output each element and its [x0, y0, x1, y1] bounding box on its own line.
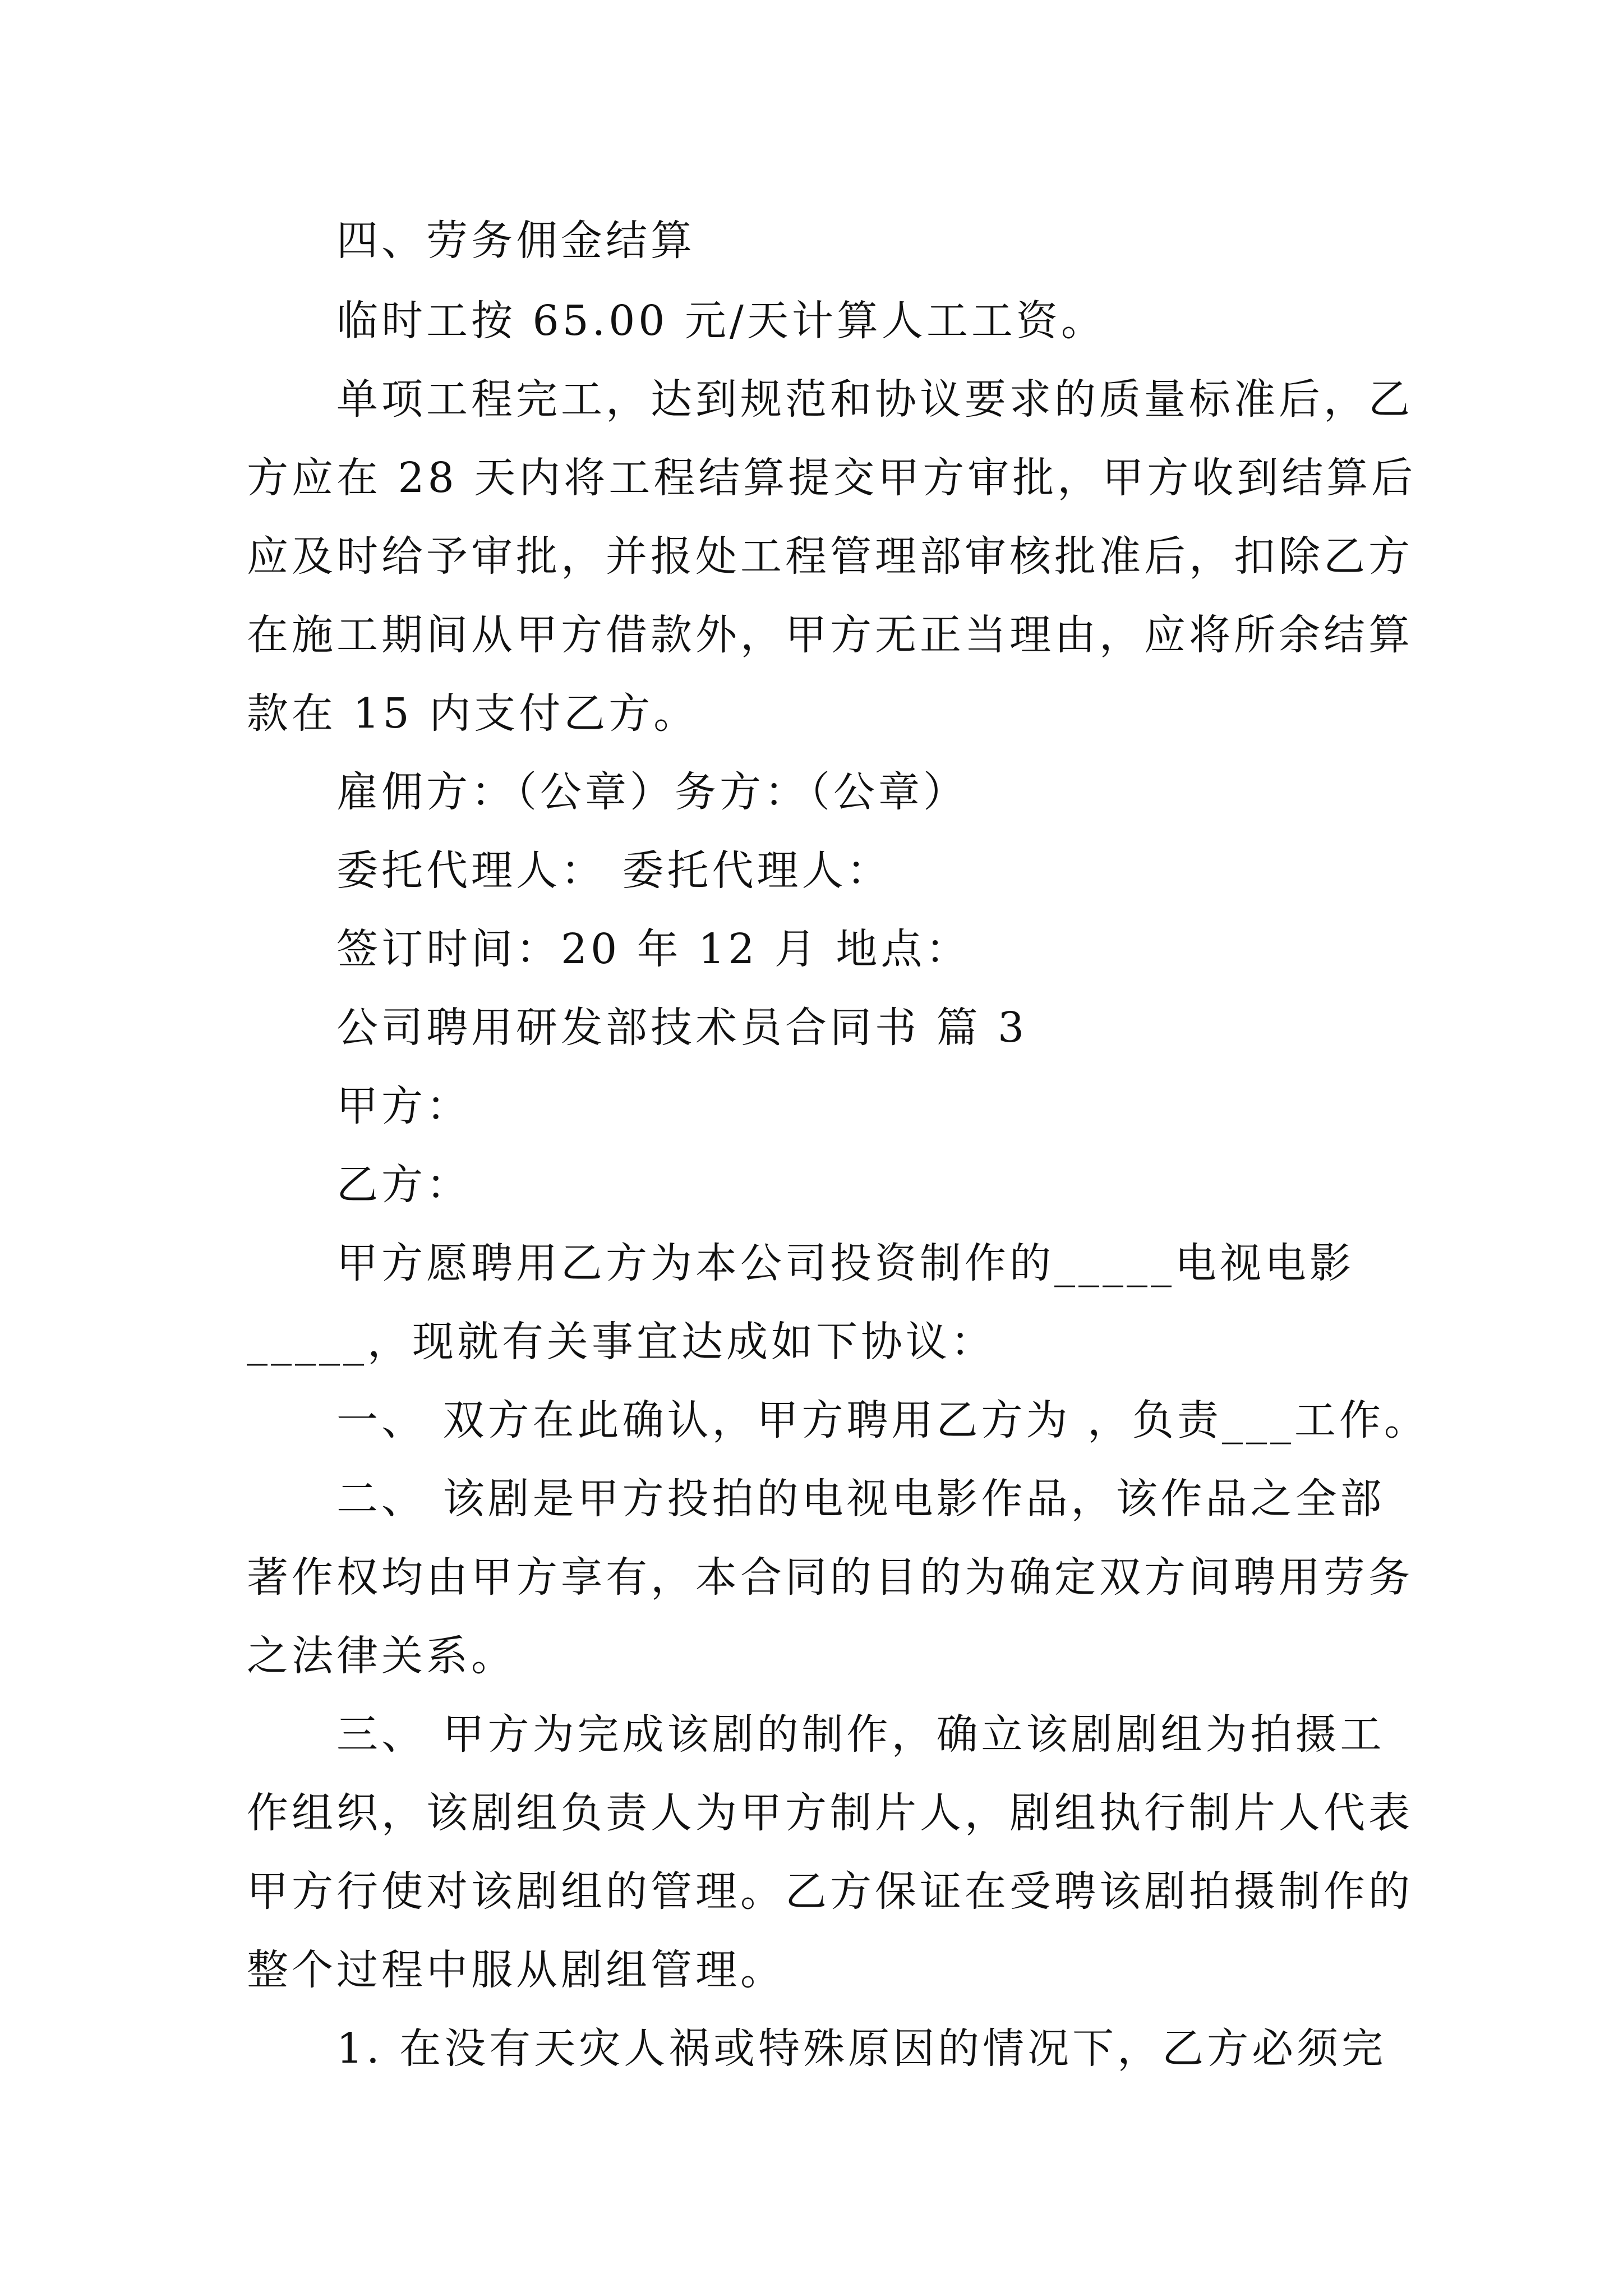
paragraph-line: 甲方愿聘用乙方为本公司投资制作的_____电视电影: [336, 1239, 1354, 1287]
paragraph-line: 应及时给予审批，并报处工程管理部审核批准后，扣除乙方: [247, 532, 1413, 581]
paragraph-line: 甲方行使对该剧组的管理。乙方保证在受聘该剧拍摄制作的: [247, 1867, 1413, 1916]
paragraph-line: 单项工程完工，达到规范和协议要求的质量标准后，乙: [336, 375, 1413, 424]
paragraph-line: 之法律关系。: [247, 1632, 516, 1680]
paragraph-line: 在施工期间从甲方借款外，甲方无正当理由，应将所余结算: [247, 611, 1413, 659]
paragraph-line: 方应在 28 天内将工程结算提交甲方审批，甲方收到结算后: [247, 454, 1417, 502]
paragraph-line: 整个过程中服从剧组管理。: [247, 1946, 785, 1994]
section-heading-commission-settlement: 四、劳务佣金结算: [336, 217, 695, 265]
clause-two: 二、 该剧是甲方投拍的电视电影作品，该作品之全部: [336, 1475, 1385, 1523]
paragraph-line: 著作权均由甲方享有，本合同的目的为确定双方间聘用劳务: [247, 1553, 1413, 1602]
paragraph-line: _____，现就有关事宜达成如下协议：: [247, 1318, 995, 1366]
clause-one: 一、 双方在此确认，甲方聘用乙方为 ，负责___工作。: [336, 1396, 1430, 1444]
signing-date-line: 签订时间：20 年 12 月 地点：: [336, 925, 971, 973]
paragraph-line: 款在 15 内支付乙方。: [247, 689, 699, 738]
numbered-item-1: 1. 在没有天灾人祸或特殊原因的情况下，乙方必须完: [336, 2024, 1387, 2073]
clause-three: 三、 甲方为完成该剧的制作，确立该剧剧组为拍摄工: [336, 1710, 1385, 1759]
paragraph-line: 临时工按 65.00 元/天计算人工工资。: [336, 297, 1106, 345]
contract-title: 公司聘用研发部技术员合同书 篇 3: [336, 1004, 1028, 1052]
signature-seal-line: 雇佣方：（公章）务方：（公章）: [336, 768, 968, 816]
party-b-line: 乙方：: [336, 1161, 471, 1209]
party-a-line: 甲方：: [336, 1082, 471, 1130]
agent-line: 委托代理人： 委托代理人：: [336, 846, 892, 895]
paragraph-line: 作组织，该剧组负责人为甲方制片人，剧组执行制片人代表: [247, 1789, 1413, 1837]
